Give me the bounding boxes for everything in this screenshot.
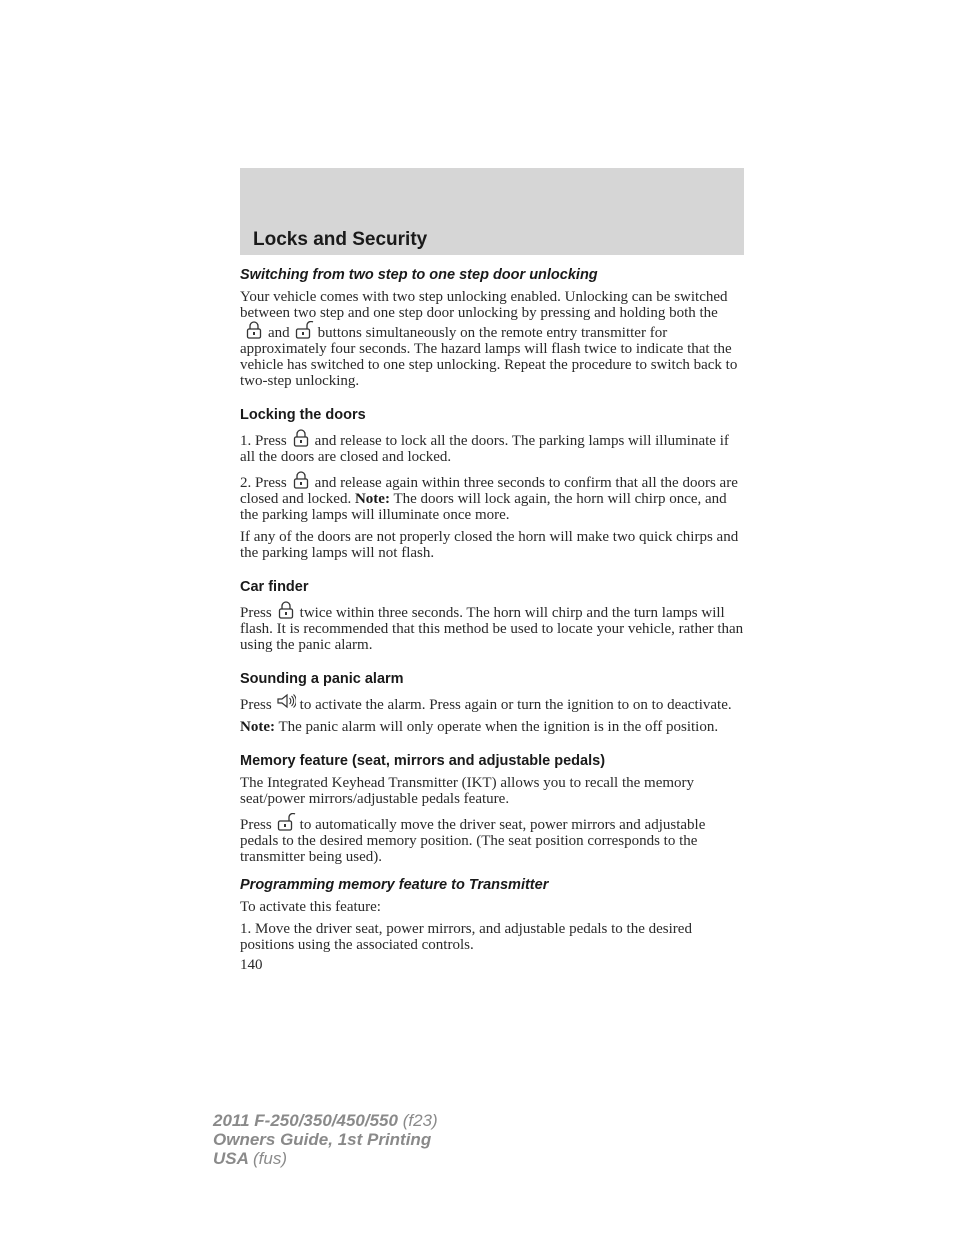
paragraph-lock-step-2: 2. Press and release again within three seconds to confirm that all the doors are closed and locked. Note: The doors will lock again, the horn will chirp once, and the parking lamps will illuminate once more.	[240, 471, 744, 523]
page-number: 140	[240, 957, 263, 973]
page-title: Locks and Security	[253, 229, 428, 250]
unlock-icon	[294, 321, 314, 339]
heading-locking-doors: Locking the doors	[240, 407, 366, 423]
heading-memory-feature: Memory feature (seat, mirrors and adjustable pedals)	[240, 753, 606, 769]
heading-programming-memory: Programming memory feature to Transmitter	[240, 877, 549, 893]
lock-icon	[291, 471, 311, 489]
lock-icon	[244, 321, 264, 339]
document-footer	[213, 1111, 438, 1168]
paragraph-panic-note: Note: The panic alarm will only operate when the ignition is in the off position.	[240, 719, 719, 735]
lock-icon	[291, 429, 311, 447]
footer-line-region: USA (fus)	[213, 1149, 287, 1168]
panic-horn-icon	[276, 693, 296, 711]
heading-panic-alarm: Sounding a panic alarm	[240, 671, 404, 687]
footer-line-edition: Owners Guide, 1st Printing	[213, 1130, 432, 1149]
paragraph-two-step-unlocking: Your vehicle comes with two step unlocking enabled. Unlocking can be switched between two step and one step door unlocking by pressing and holding both the and buttons simultaneously on the remote entry transmitter for approximately four seconds. The hazard lamps will flash twice to indicate that the vehicle has switched to one step unlocking. Repeat the procedure to switch back to two-step unlocking.	[240, 289, 738, 389]
section-header-band	[240, 168, 744, 255]
paragraph-panic-alarm: Press to activate the alarm. Press again or turn the ignition to on to deactivate.	[240, 693, 744, 713]
unlock-icon	[276, 813, 296, 831]
paragraph-lock-step-3: If any of the doors are not properly closed the horn will make two quick chirps and the parking lamps will not flash.	[240, 529, 739, 561]
note-label: Note:	[354, 491, 390, 507]
paragraph-car-finder: Press twice within three seconds. The horn will chirp and the turn lamps will flash. It is recommended that this method be used to locate your vehicle, rather than using the panic alarm.	[240, 601, 744, 653]
paragraph-program-step-1: 1. Move the driver seat, power mirrors, and adjustable pedals to the desired positions using the associated controls.	[240, 921, 692, 953]
heading-two-step-unlocking: Switching from two step to one step door unlocking	[240, 267, 598, 283]
footer-line-model: 2011 F-250/350/450/550 (f23)	[213, 1111, 438, 1130]
paragraph-memory-press: Press to automatically move the driver seat, power mirrors and adjustable pedals to the desired memory position. (The seat position corresponds to the transmitter being used).	[240, 813, 744, 865]
page-content	[240, 266, 744, 973]
lock-icon	[276, 601, 296, 619]
note-label: Note:	[240, 719, 275, 735]
paragraph-activate: To activate this feature:	[240, 899, 381, 915]
paragraph-lock-step-1: 1. Press and release to lock all the doors. The parking lamps will illuminate if all the doors are closed and locked.	[240, 429, 744, 465]
heading-car-finder: Car finder	[240, 579, 309, 595]
paragraph-memory-ikt: The Integrated Keyhead Transmitter (IKT) allows you to recall the memory seat/power mirrors/adjustable pedals feature.	[240, 775, 695, 807]
